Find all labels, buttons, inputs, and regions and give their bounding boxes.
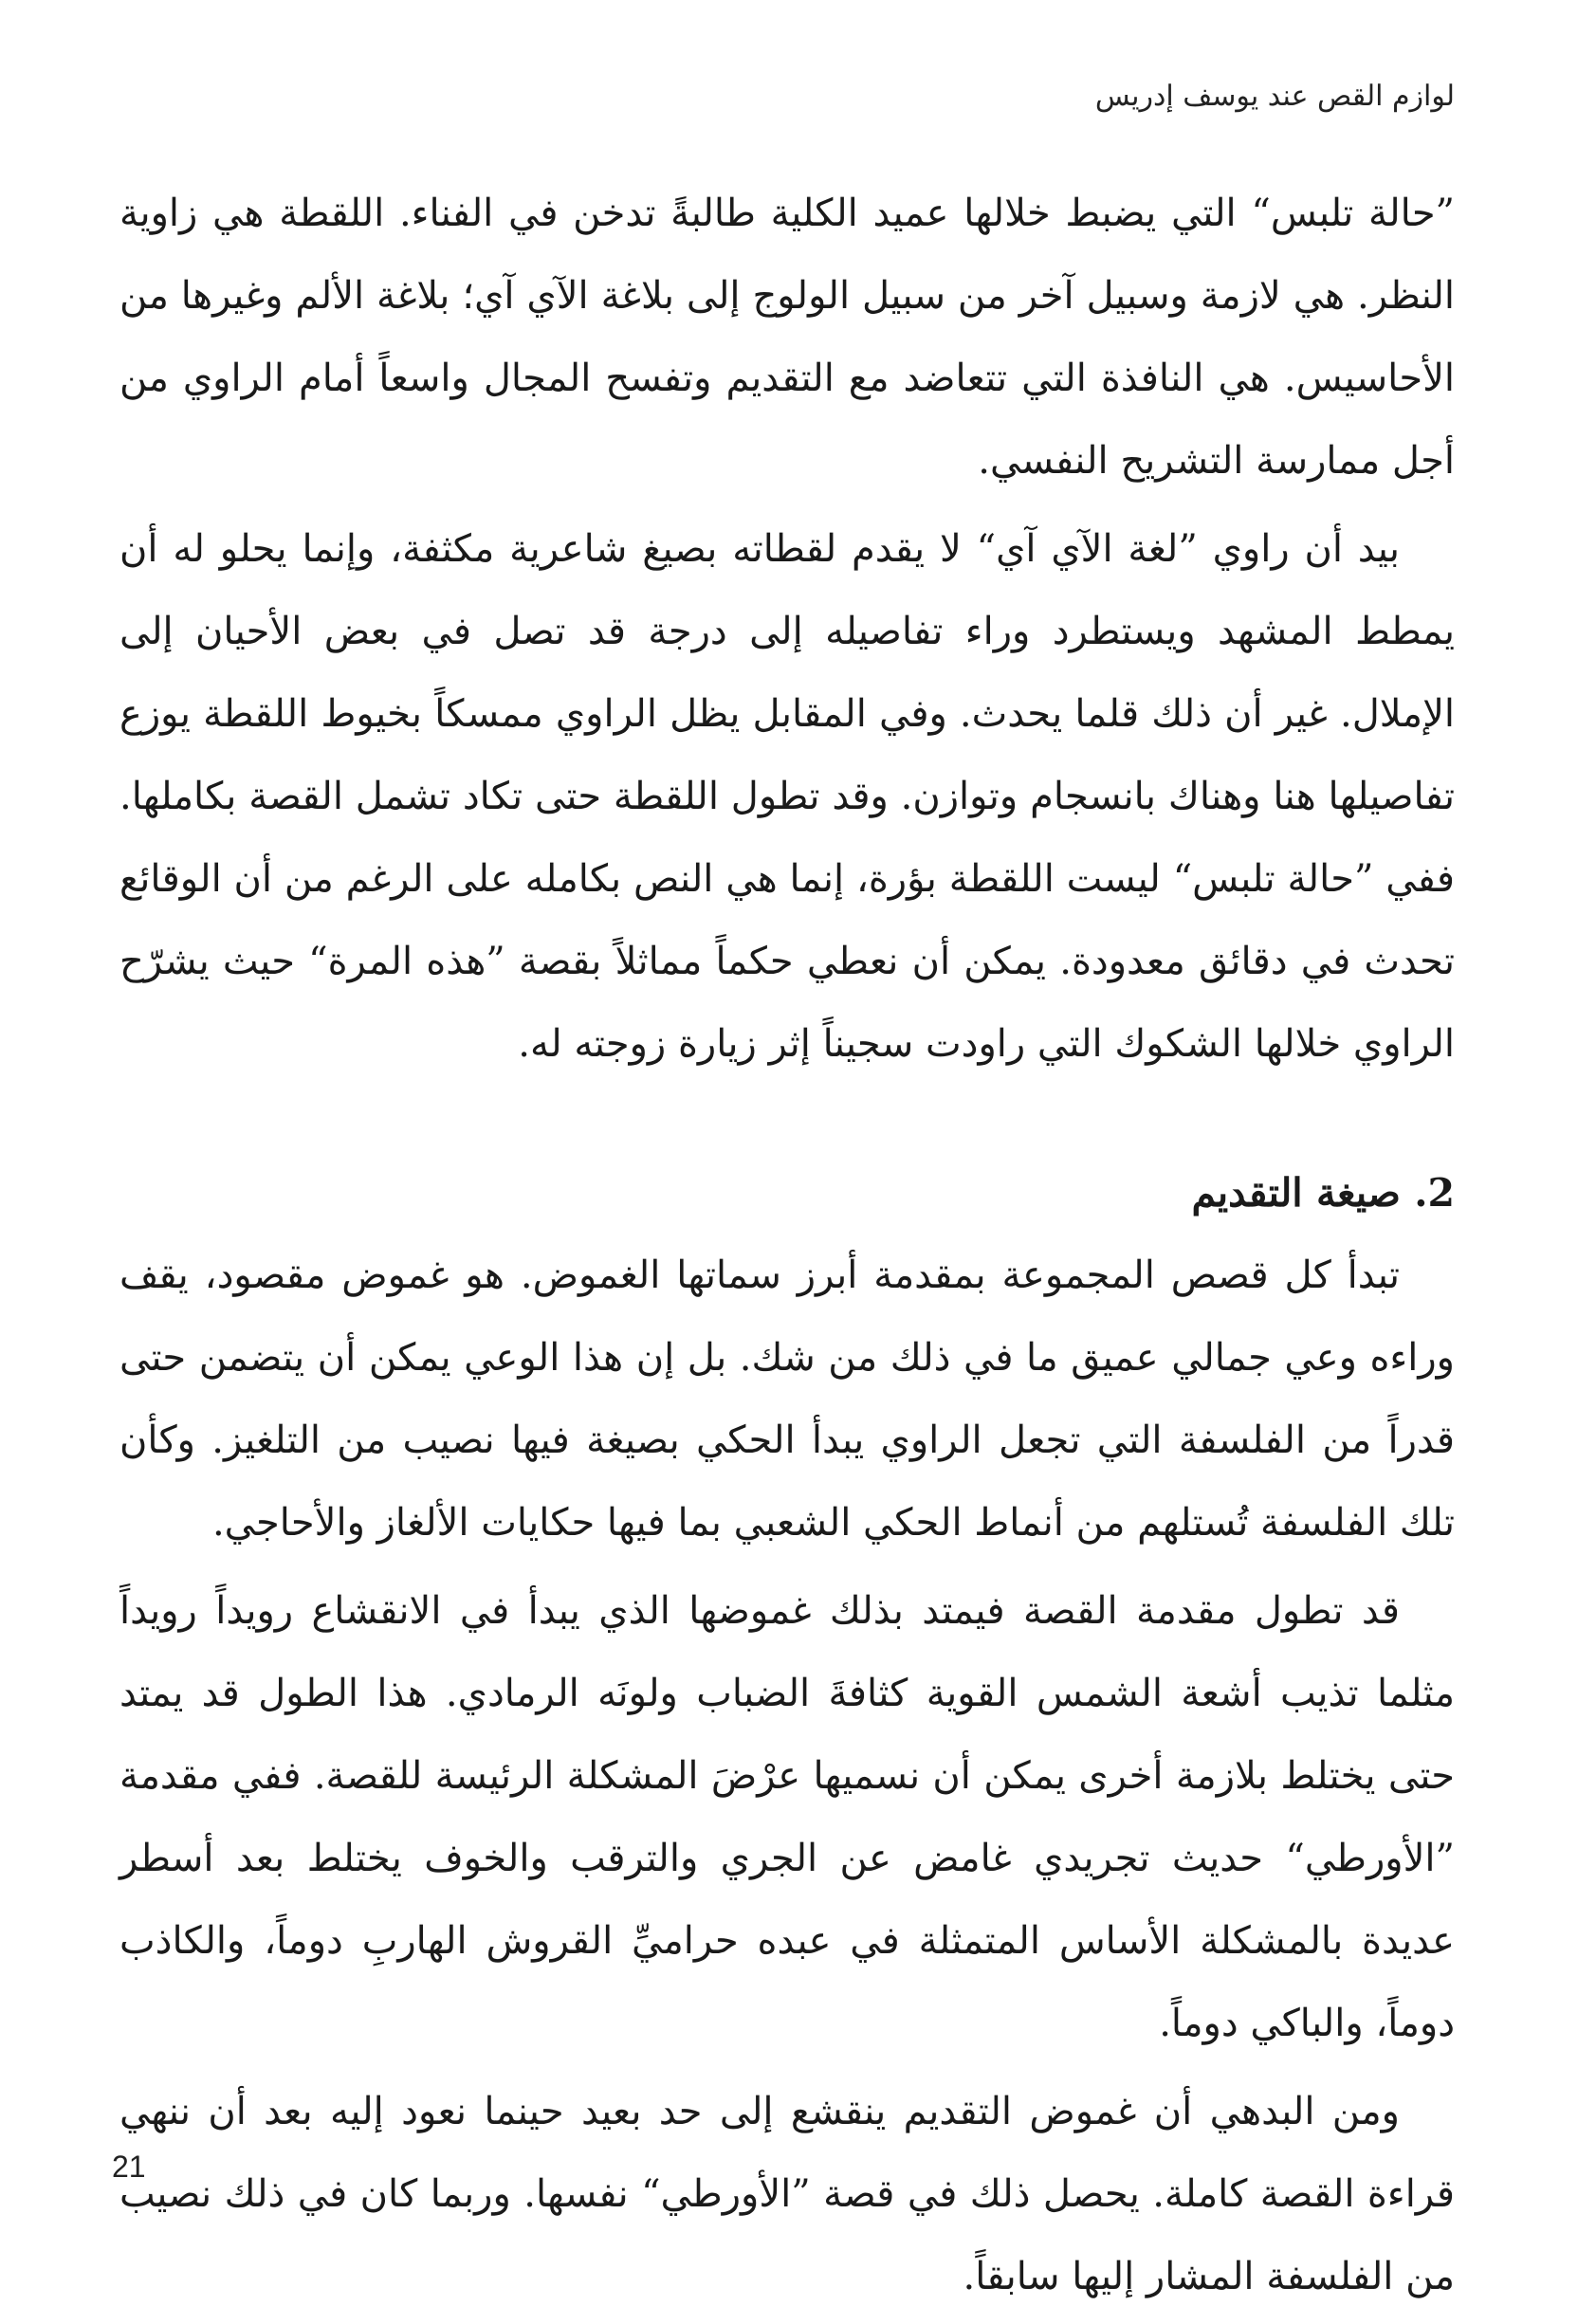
paragraph: ومن البدهي أن غموض التقديم ينقشع إلى حد بعيد حينما نعود إليه بعد أن ننهي قراءة القصة كاملة. يحصل ذلك في قصة ”الأورطي“ نفسها. وربما كان في ذلك نصيب من الفلسفة المشار إليها سابقاً. <box>119 2090 1455 2298</box>
page-number: 21 <box>112 2150 146 2184</box>
paragraph: بيد أن راوي ”لغة الآي آي“ لا يقدم لقطاته بصيغ شاعرية مكثفة، وإنما يحلو له أن يمطط المشهد ويستطرد وراء تفاصيله إلى درجة قد تصل في بعض الأحيان إلى الإملال. غير أن ذلك قلما يحدث. وفي المقابل يظل الراوي ممسكاً بخيوط اللقطة يوزع تفاصيلها هنا وهناك بانسجام وتوازن. وقد تطول اللقطة حتى تكاد تشمل القصة بكاملها. ففي ”حالة تلبس“ ليست اللقطة بؤرة، إنما هي النص بكامله على الرغم من أن الوقائع تحدث في دقائق معدودة. يمكن أن نعطي حكماً مماثلاً بقصة ”هذه المرة“ حيث يشرّح الراوي خلالها الشكوك التي راودت سجيناً إثر زيارة زوجته له. <box>119 527 1455 1066</box>
section-heading: 2. صيغة التقديم <box>1191 1170 1455 1216</box>
body-text <box>119 173 1455 2324</box>
paragraph: ”حالة تلبس“ التي يضبط خلالها عميد الكلية طالبةً تدخن في الفناء. اللقطة هي زاوية النظر. هي لازمة وسبيل آخر من سبيل الولوج إلى بلاغة الآي آي؛ بلاغة الألم وغيرها من الأحاسيس. هي النافذة التي تتعاضد مع التقديم وتفسح المجال واسعاً أمام الراوي من أجل ممارسة التشريح النفسي. <box>119 192 1456 483</box>
paragraph: تبدأ كل قصص المجموعة بمقدمة أبرز سماتها الغموض. هو غموض مقصود، يقف وراءه وعي جمالي عميق ما في ذلك من شك. بل إن هذا الوعي يمكن أن يتضمن حتى قدراً من الفلسفة التي تجعل الراوي يبدأ الحكي بصيغة فيها نصيب من التلغيز. وكأن تلك الفلسفة تُستلهم من أنماط الحكي الشعبي بما فيها حكايات الألغاز والأحاجي. <box>119 1253 1455 1545</box>
running-header: لوازم القص عند يوسف إدريس <box>1094 80 1455 113</box>
paragraph: قد تطول مقدمة القصة فيمتد بذلك غموضها الذي يبدأ في الانقشاع رويداً رويداً مثلما تذيب أشعة الشمس القوية كثافةَ الضباب ولونَه الرمادي. هذا الطول قد يمتد حتى يختلط بلازمة أخرى يمكن أن نسميها عرْضَ المشكلة الرئيسة للقصة. ففي مقدمة ”الأورطي“ حديث تجريدي غامض عن الجري والترقب والخوف يختلط بعد أسطر عديدة بالمشكلة الأساس المتمثلة في عبده حراميِّ القروش الهاربِ دوماً، والكاذب دوماً، والباكي دوماً. <box>119 1589 1455 2045</box>
